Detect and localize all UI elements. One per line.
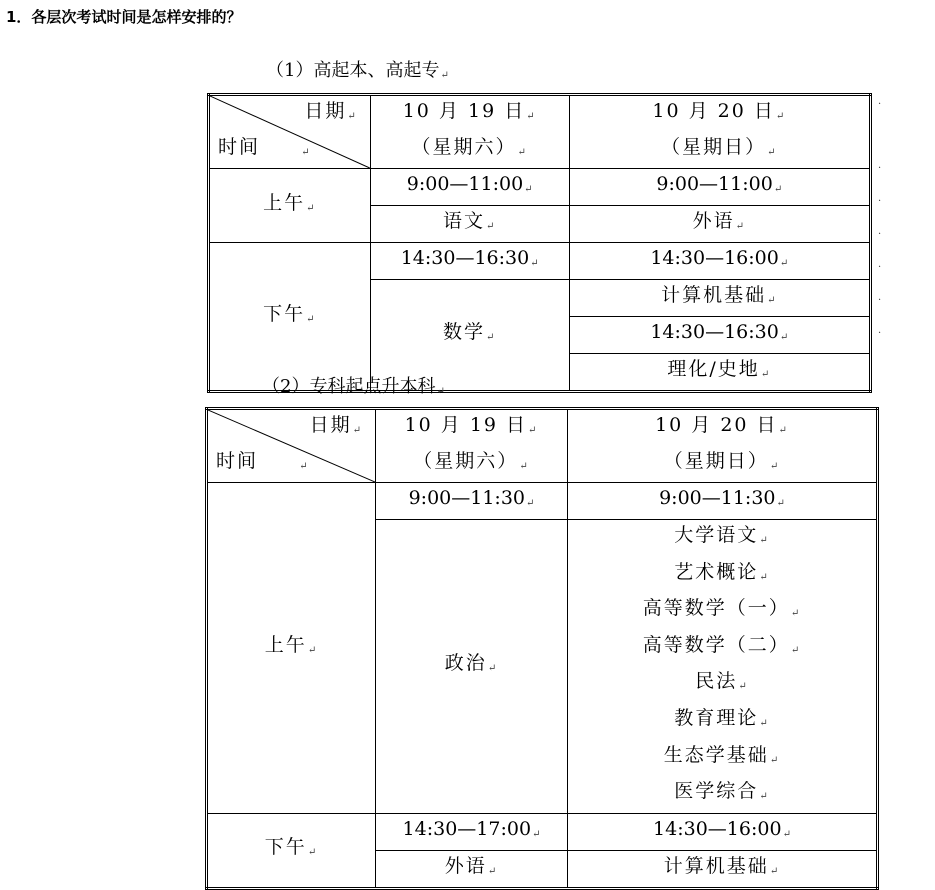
list-item: 高等数学（二）↵ — [642, 633, 802, 656]
header-corner-cell — [209, 95, 371, 169]
row-end-marks: · · · · · · · — [878, 99, 882, 339]
list-item: 教育理论↵ — [674, 706, 770, 729]
day1-header: 10 月 19 日↵ （星期六）↵ — [370, 95, 569, 169]
question-title: 1．各层次考试时间是怎样安排的？ — [6, 8, 242, 26]
morning-day1-time: 9:00—11:00↵ — [370, 169, 569, 206]
afternoon-day1-time: 14:30—17:00↵ — [376, 813, 568, 850]
section2-title: （2）专科起点升本科↵ — [262, 376, 445, 397]
paragraph-mark-icon: ↵ — [440, 70, 449, 81]
date-label: 日期↵ — [309, 414, 363, 436]
morning-day1-subject: 政治↵ — [376, 520, 568, 814]
day2-header: 10 月 20 日↵ （星期日）↵ — [568, 409, 878, 483]
list-item: 艺术概论↵ — [674, 560, 770, 583]
list-item: 生态学基础↵ — [663, 743, 781, 766]
afternoon-day2-time: 14:30—16:00↵ — [568, 813, 878, 850]
day2-header: 10 月 20 日↵ （星期日）↵ — [569, 95, 870, 169]
afternoon-day1-subject: 外语↵ — [376, 850, 568, 888]
list-item: 民法↵ — [695, 670, 749, 693]
list-item: 高等数学（一）↵ — [642, 597, 802, 620]
list-item: 医学综合↵ — [674, 780, 770, 803]
morning-label: 上午↵ — [209, 169, 371, 243]
schedule-table-2 — [205, 407, 879, 890]
afternoon-day2-subject-1: 计算机基础↵ — [569, 280, 870, 317]
morning-day1-time: 9:00—11:30↵ — [376, 483, 568, 520]
afternoon-day2-subject-2: 理化/史地↵ — [569, 354, 870, 392]
afternoon-day2-time-2: 14:30—16:30↵ — [569, 317, 870, 354]
time-label: 时间 ↵ — [216, 450, 310, 472]
afternoon-day1-time: 14:30—16:30↵ — [370, 243, 569, 280]
section1-title: （1）高起本、高起专↵ — [266, 60, 449, 81]
morning-day2-time: 9:00—11:30↵ — [568, 483, 878, 520]
afternoon-label: 下午↵ — [207, 813, 376, 888]
morning-day2-time: 9:00—11:00↵ — [569, 169, 870, 206]
day1-header: 10 月 19 日↵ （星期六）↵ — [376, 409, 568, 483]
afternoon-day1-subject: 数学↵ — [370, 280, 569, 392]
schedule-table-1 — [207, 93, 872, 393]
time-label: 时间 ↵ — [218, 136, 312, 158]
afternoon-label: 下午↵ — [209, 243, 371, 392]
afternoon-day2-time-1: 14:30—16:00↵ — [569, 243, 870, 280]
afternoon-day2-subject: 计算机基础↵ — [568, 850, 878, 888]
list-item: 大学语文↵ — [674, 524, 770, 546]
header-corner-cell — [207, 409, 376, 483]
morning-label: 上午↵ — [207, 483, 376, 814]
morning-day1-subject: 语文↵ — [370, 206, 569, 243]
morning-day2-subjects — [568, 520, 878, 814]
date-label: 日期↵ — [304, 100, 358, 122]
morning-day2-subject: 外语↵ — [569, 206, 870, 243]
